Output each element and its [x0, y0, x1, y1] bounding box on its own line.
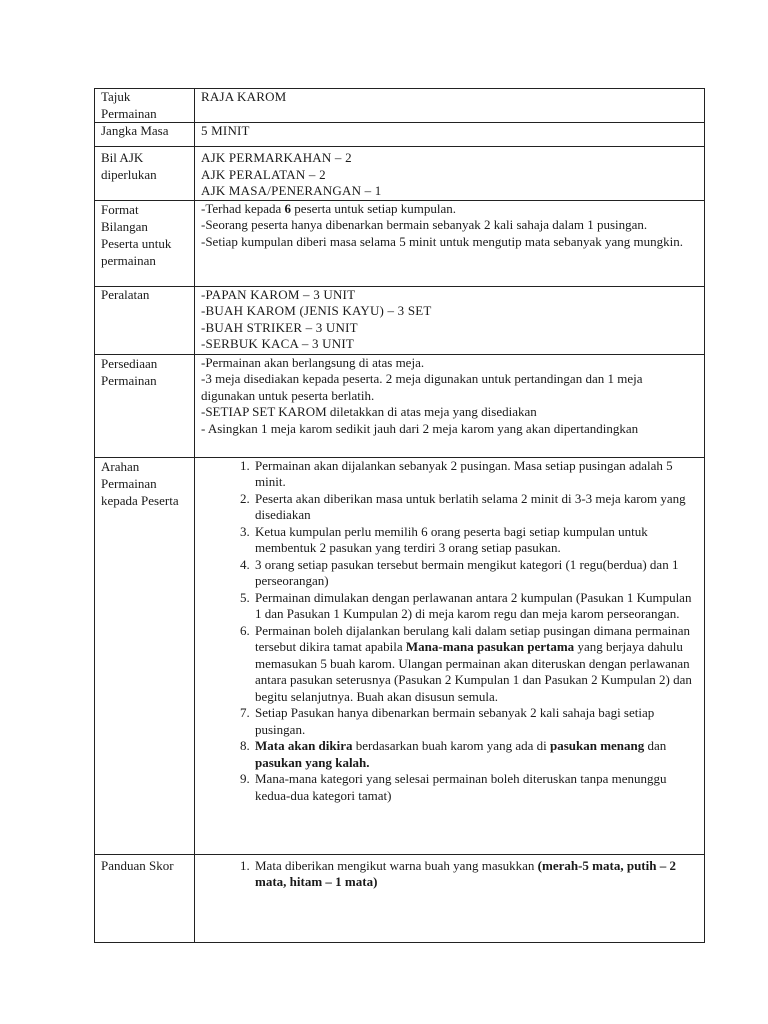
text: peserta untuk setiap kumpulan.	[291, 200, 457, 216]
list-item: 9. Mana-mana kategori yang selesai permainan boleh diteruskan tanpa menunggu kedua-dua kategori tamat)	[253, 771, 698, 804]
arahan-list	[201, 458, 698, 805]
row-format	[95, 200, 705, 286]
text: Mata diberikan mengikut warna buah yang masukkan	[255, 857, 538, 873]
label-bil-ajk: Bil AJK diperlukan	[95, 147, 195, 201]
peralatan-line: -BUAH KAROM (JENIS KAYU) – 3 SET	[201, 303, 432, 318]
peralatan-line: -BUAH STRIKER – 3 UNIT	[201, 319, 358, 335]
bold-text: 6	[284, 200, 292, 216]
list-item: 1. Permainan akan dijalankan sebanyak 2 pusingan. Masa setiap pusingan adalah 5 minit.	[253, 458, 698, 491]
row-persediaan	[95, 354, 705, 457]
label-jangka: Jangka Masa	[95, 123, 195, 147]
ajk-line: AJK PERMARKAHAN – 2	[201, 150, 352, 165]
row-arahan	[95, 457, 705, 854]
value-format	[195, 200, 705, 286]
format-line: -Seorang peserta hanya dibenarkan bermain sebanyak 2 kali sahaja dalam 1 pusingan.	[201, 217, 648, 232]
text: berdasarkan buah karom yang ada di	[352, 738, 550, 753]
bold-text: pasukan yang kalah.	[255, 754, 370, 770]
persediaan-line: -3 meja disediakan kepada peserta. 2 meja digunakan untuk pertandingan dan 1 meja digunakan untuk peserta berlatih.	[201, 371, 643, 403]
value-persediaan	[195, 354, 705, 457]
format-line: -Setiap kumpulan diberi masa selama 5 minit untuk mengutip mata sebanyak yang mungkin.	[201, 233, 683, 249]
value-arahan	[195, 457, 705, 854]
ajk-line: AJK MASA/PENERANGAN – 1	[201, 183, 382, 198]
row-panduan	[95, 854, 705, 942]
value-panduan	[195, 854, 705, 942]
label-arahan: Arahan Permainan kepada Peserta	[95, 457, 195, 854]
persediaan-line: -Permainan akan berlangsung di atas meja.	[201, 354, 425, 370]
bold-text: Mana-mana pasukan pertama	[405, 639, 575, 654]
row-tajuk	[95, 89, 705, 123]
row-jangka	[95, 123, 705, 147]
bold-text: (merah-5 mata, putih – 2 mata, hitam – 1 mata)	[255, 857, 676, 889]
bold-text: pasukan menang	[549, 738, 645, 753]
bold-text: Mata akan dikira	[255, 738, 353, 753]
label-tajuk: Tajuk Permainan	[95, 89, 195, 123]
value-jangka: 5 MINIT	[195, 123, 705, 147]
text: yang berjaya dahulu memasukan 5 buah karom. Ulangan permainan akan diteruskan dengan perlawanan antara pasukan seterusnya (Pasukan 2 Kumpulan 1 dan Pasukan 2 Kumpulan 2) dan begitu selanjutnya. Buah akan disusun semula.	[255, 639, 692, 704]
row-peralatan	[95, 286, 705, 354]
label-peralatan: Peralatan	[95, 286, 195, 354]
text: -Terhad kepada	[201, 200, 285, 216]
list-item: 4. 3 orang setiap pasukan tersebut bermain mengikut kategori (1 regu(berdua) dan 1 perseorangan)	[253, 557, 698, 590]
label-format: Format Bilangan Peserta untuk permainan	[95, 200, 195, 286]
value-bil-ajk	[195, 147, 705, 201]
list-item	[253, 738, 698, 771]
list-item: 7. Setiap Pasukan hanya dibenarkan bermain sebanyak 2 kali sahaja bagi setiap pusingan.	[253, 705, 698, 738]
value-tajuk: RAJA KAROM	[195, 89, 705, 123]
value-peralatan	[195, 286, 705, 354]
peralatan-line: -PAPAN KAROM – 3 UNIT	[201, 286, 356, 302]
list-item: 3. Ketua kumpulan perlu memilih 6 orang peserta bagi setiap kumpulan untuk membentuk 2 pasukan yang terdiri 3 orang setiap pasukan.	[253, 524, 698, 557]
text: dan	[644, 738, 667, 753]
persediaan-line: -SETIAP SET KAROM diletakkan di atas meja yang disediakan	[201, 404, 537, 419]
persediaan-line: - Asingkan 1 meja karom sedikit jauh dari 2 meja karom yang akan dipertandingkan	[201, 420, 639, 436]
label-panduan: Panduan Skor	[95, 854, 195, 942]
text: Permainan boleh dijalankan berulang kali dalam setiap pusingan dimana permainan tersebut dikira tamat apabila	[255, 622, 690, 654]
row-bil-ajk	[95, 147, 705, 201]
peralatan-line: -SERBUK KACA – 3 UNIT	[201, 336, 354, 351]
ajk-line: AJK PERALATAN – 2	[201, 166, 326, 182]
panduan-list	[201, 858, 698, 891]
list-item	[253, 623, 698, 706]
game-spec-table	[94, 88, 705, 943]
list-item: 5. Permainan dimulakan dengan perlawanan antara 2 kumpulan (Pasukan 1 Kumpulan 1 dan Pasukan 1 Kumpulan 2) di meja karom regu dan meja karom perseorangan.	[253, 590, 698, 623]
list-item	[253, 858, 698, 891]
label-persediaan: Persediaan Permainan	[95, 354, 195, 457]
list-item: 2. Peserta akan diberikan masa untuk berlatih selama 2 minit di 3-3 meja karom yang disediakan	[253, 491, 698, 524]
format-line	[201, 201, 698, 218]
